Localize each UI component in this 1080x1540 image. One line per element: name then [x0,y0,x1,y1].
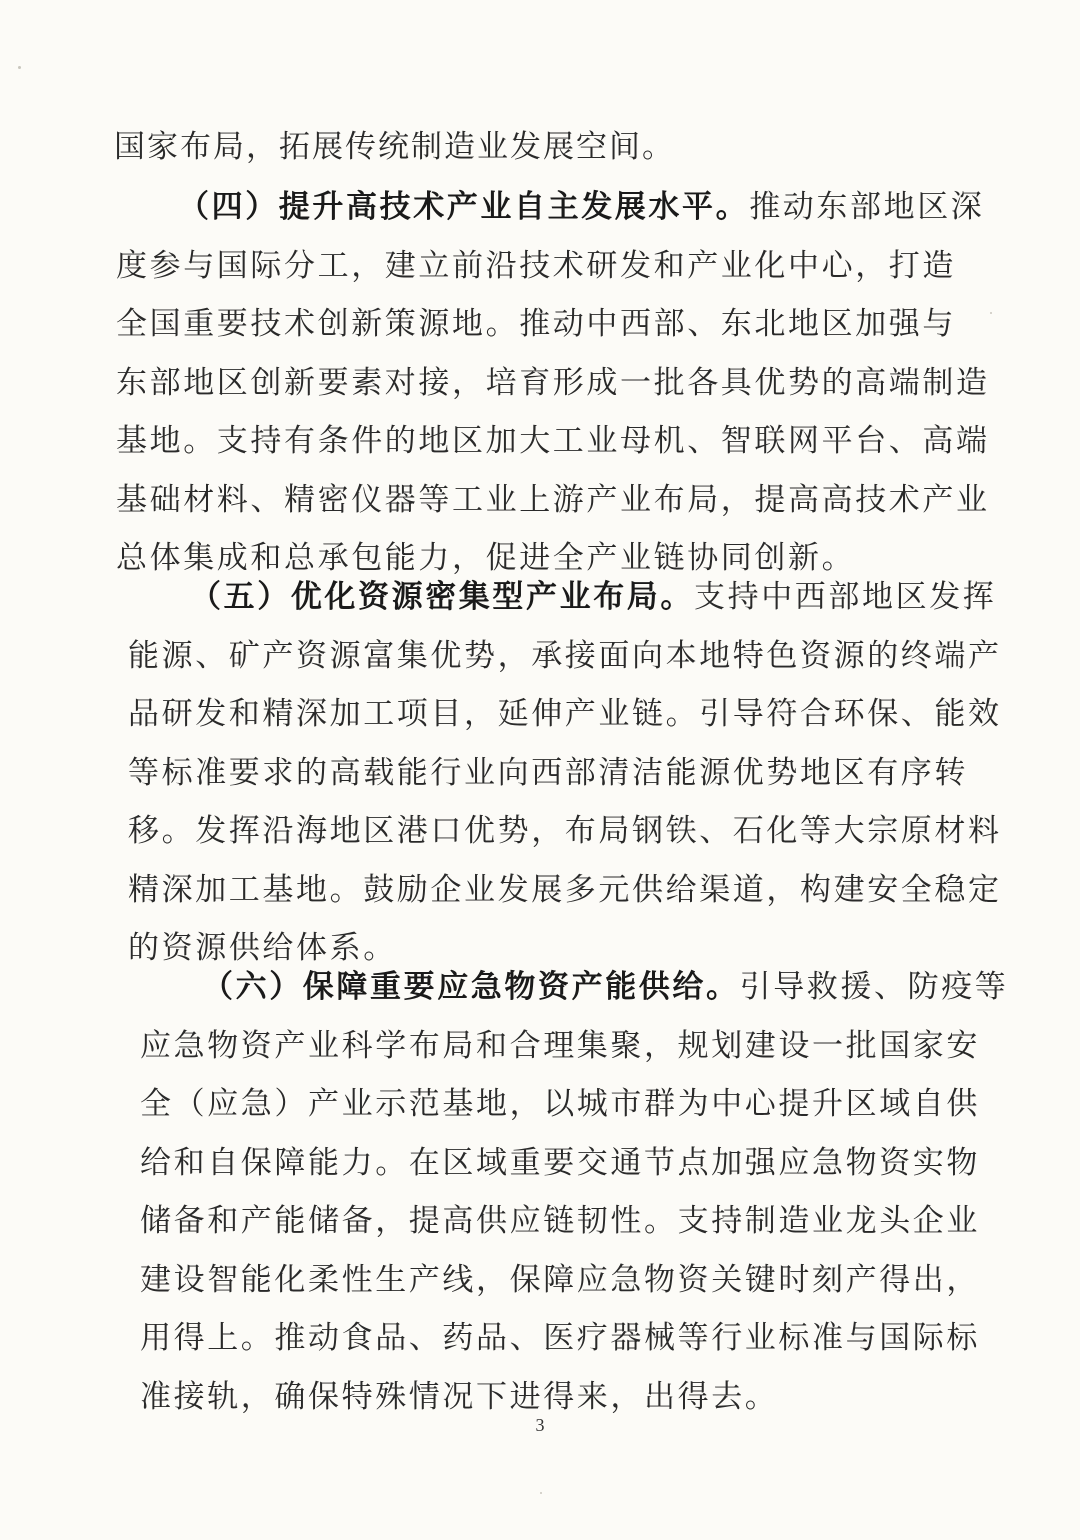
scan-speck [990,312,992,314]
paragraph-first-line [140,958,1008,1017]
section-heading-6: （六）保障重要应急物资产能供给。 [202,969,740,1005]
paragraph-section-4 [116,178,990,588]
paragraph-first-line [128,568,1002,627]
paragraph-section-6 [140,958,1008,1426]
text-line: 等标准要求的高载能行业向西部清洁能源优势地区有序转 [128,754,968,791]
text-line: 基础材料、精密仪器等工业上游产业布局，提高高技术产业 [116,481,990,518]
text-line: 全（应急）产业示范基地，以城市群为中心提升区域自供 [140,1086,980,1122]
text-run: 推动东部地区深 [749,189,985,225]
scan-speck [540,1492,542,1494]
text-line: 用得上。推动食品、药品、医疗器械等行业标准与国际标 [140,1320,980,1356]
text-line: 总体集成和总承包能力，促进全产业链协同创新。 [116,540,856,576]
text-line: 度参与国际分工，建立前沿技术研发和产业化中心，打造 [116,247,956,284]
scan-speck [18,66,21,69]
text-line: 的资源供给体系。 [128,930,397,966]
text-line: 国家布局，拓展传统制造业发展空间。 [114,129,675,165]
text-line: 精深加工基地。鼓励企业发展多元供给渠道，构建安全稳定 [128,871,1002,908]
paragraph-first-line [116,178,990,237]
page-number: 3 [535,1415,545,1435]
text-run: 支持中西部地区发挥 [694,579,997,615]
section-heading-5: （五）优化资源密集型产业布局。 [190,579,694,615]
text-line: 品研发和精深加工项目，延伸产业链。引导符合环保、能效 [128,696,1002,732]
text-line: 基地。支持有条件的地区加大工业母机、智联网平台、高端 [116,423,990,459]
text-line: 应急物资产业科学布局和合理集聚，规划建设一批国家安 [140,1027,980,1064]
paragraph-section-5 [128,568,1002,978]
text-run: 引导救援、防疫等 [739,969,1009,1005]
text-line: 能源、矿产资源富集优势，承接面向本地特色资源的终端产 [128,637,1002,674]
text-line: 东部地区创新要素对接，培育形成一批各具优势的高端制造 [116,364,990,401]
text-line: 建设智能化柔性生产线，保障应急物资关键时刻产得出， [140,1261,980,1298]
text-line: 准接轨，确保特殊情况下进得来，出得去。 [140,1378,779,1415]
text-line: 全国重要技术创新策源地。推动中西部、东北地区加强与 [116,306,956,342]
paragraph-carryover [114,118,675,177]
section-heading-4: （四）提升高技术产业自主发展水平。 [178,189,750,225]
text-line: 移。发挥沿海地区港口优势，布局钢铁、石化等大宗原材料 [128,813,1002,849]
text-line: 给和自保障能力。在区域重要交通节点加强应急物资实物 [140,1144,980,1181]
text-line: 储备和产能储备，提高供应链韧性。支持制造业龙头企业 [140,1203,980,1239]
